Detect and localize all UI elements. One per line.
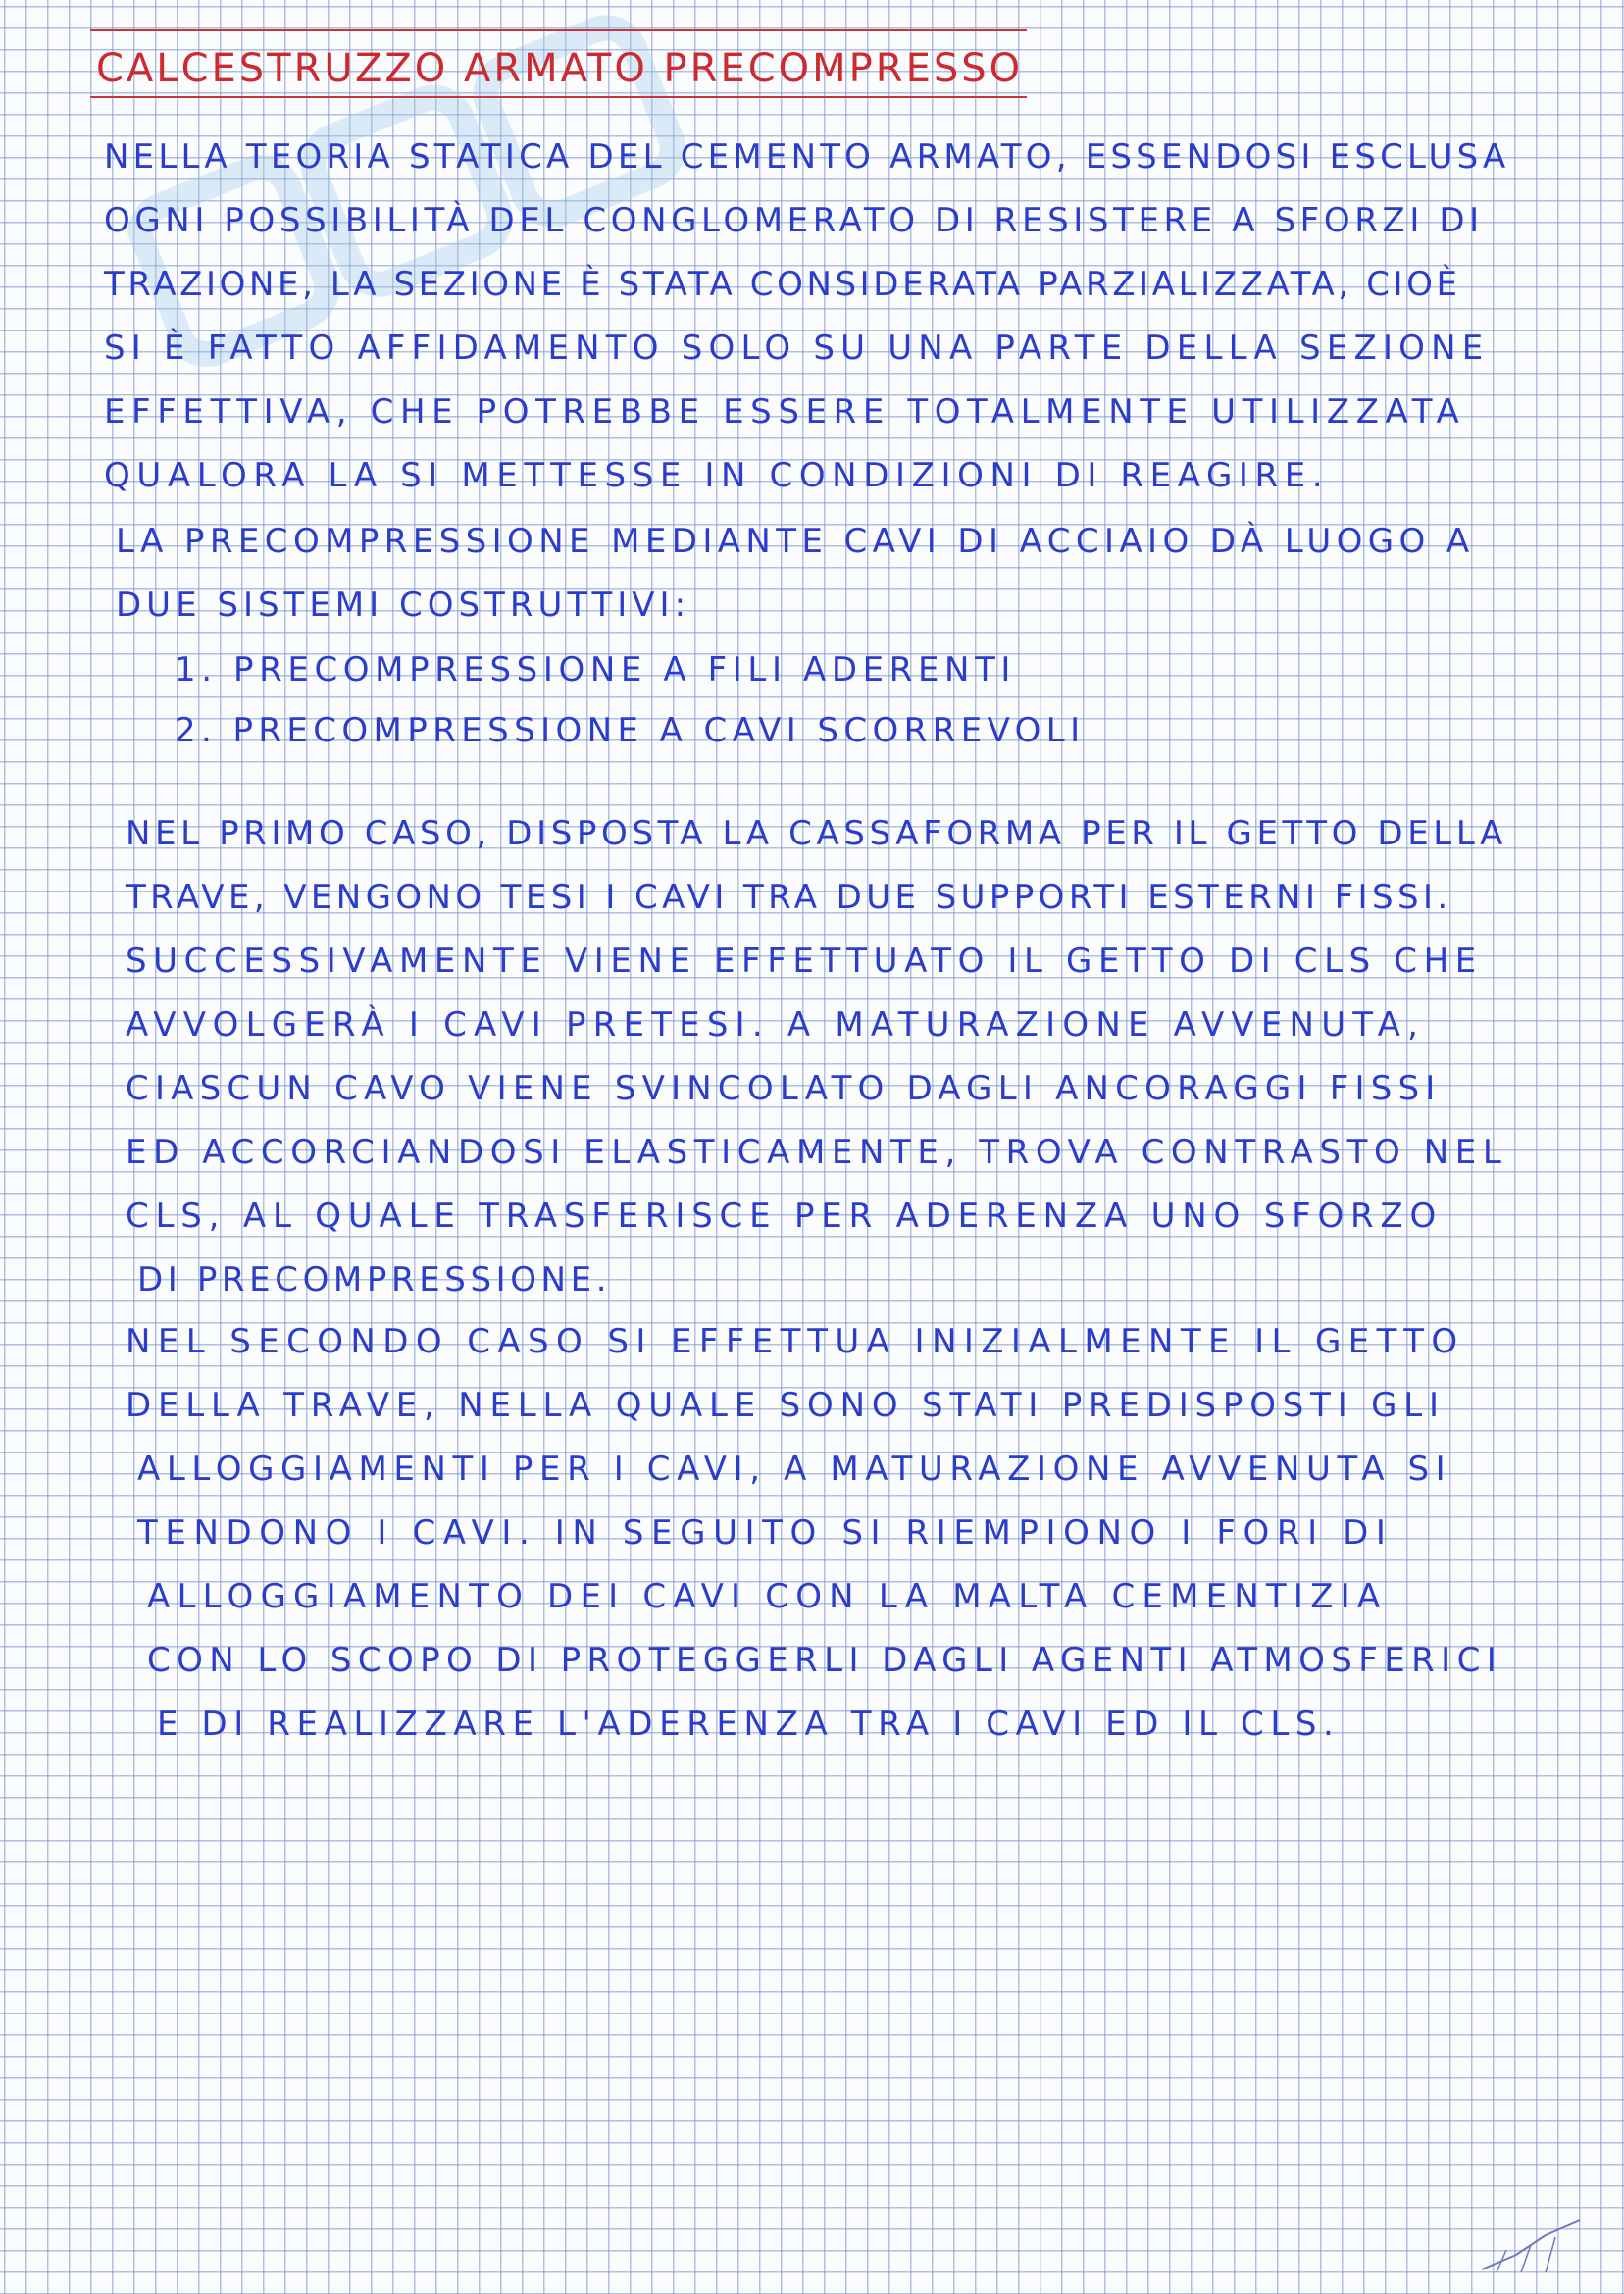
p4-line: TENDONO I CAVI. IN SEGUITO SI RIEMPIONO I FORI DI [137,1513,1394,1553]
p4-line: DELLA TRAVE, NELLA QUALE SONO STATI PREDISPOSTI GLI [126,1386,1446,1425]
p3-line: SUCCESSIVAMENTE VIENE EFFETTUATO IL GETTO DI CLS CHE [126,942,1483,981]
p1-line: QUALORA LA SI METTESSE IN CONDIZIONI DI REAGIRE. [104,456,1330,495]
p1-line: NELLA TEORIA STATICA DEL CEMENTO ARMATO, ESSENDOSI ESCLUSA [104,137,1510,177]
p1-line: SI È FATTO AFFIDAMENTO SOLO SU UNA PARTE DELLA SEZIONE [104,329,1490,368]
p1-line: TRAZIONE, LA SEZIONE È STATA CONSIDERATA PARZIALIZZATA, CIOÈ [104,265,1461,304]
p1-line: EFFETTIVA, CHE POTREBBE ESSERE TOTALMENTE UTILIZZATA [104,392,1466,432]
title-rule-bottom [90,96,1027,98]
p2-line: LA PRECOMPRESSIONE MEDIANTE CAVI DI ACCIAIO DÀ LUOGO A [116,522,1475,561]
p4-line: NEL SECONDO CASO SI EFFETTUA INIZIALMENTE IL GETTO [126,1322,1465,1361]
corner-scribble [1477,2216,1585,2274]
p4-line: ALLOGGIAMENTI PER I CAVI, A MATURAZIONE AVVENUTA SI [137,1450,1452,1489]
p2-line: DUE SISTEMI COSTRUTTIVI: [116,586,691,625]
p3-line: ED ACCORCIANDOSI ELASTICAMENTE, TROVA CONTRASTO NEL [126,1133,1508,1172]
list-item: 2. PRECOMPRESSIONE A CAVI SCORREVOLI [175,711,1086,750]
p3-line: CIASCUN CAVO VIENE SVINCOLATO DAGLI ANCORAGGI FISSI [126,1069,1442,1108]
p1-line: OGNI POSSIBILITÀ DEL CONGLOMERATO DI RESISTERE A SFORZI DI [104,201,1484,240]
p3-line: NEL PRIMO CASO, DISPOSTA LA CASSAFORMA PER IL GETTO DELLA [126,814,1508,853]
p4-line: E DI REALIZZARE L'ADERENZA TRA I CAVI ED IL CLS. [157,1705,1341,1744]
p3-line: AVVOLGERÀ I CAVI PRETESI. A MATURAZIONE AVVENUTA, [126,1005,1426,1045]
p4-line: ALLOGGIAMENTO DEI CAVI CON LA MALTA CEMENTIZIA [147,1577,1388,1616]
p3-line: CLS, AL QUALE TRASFERISCE PER ADERENZA UNO SFORZO [126,1197,1444,1236]
p3-line: TRAVE, VENGONO TESI I CAVI TRA DUE SUPPORTI ESTERNI FISSI. [126,878,1452,917]
list-item: 1. PRECOMPRESSIONE A FILI ADERENTI [175,650,1017,689]
p3-line: DI PRECOMPRESSIONE. [137,1260,612,1300]
p4-line: CON LO SCOPO DI PROTEGGERLI DAGLI AGENTI ATMOSFERICI [147,1641,1503,1680]
title-rule-top [90,29,1027,31]
page-title: CALCESTRUZZO ARMATO PRECOMPRESSO [96,46,1024,91]
